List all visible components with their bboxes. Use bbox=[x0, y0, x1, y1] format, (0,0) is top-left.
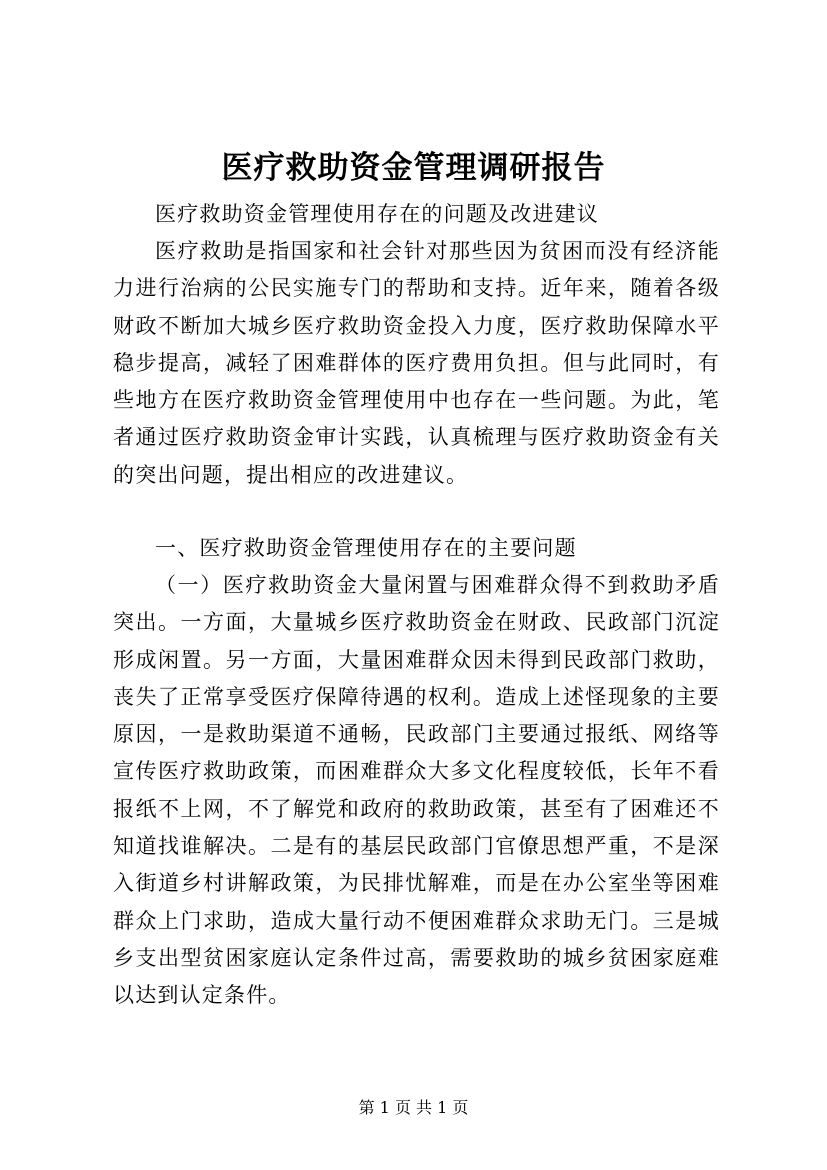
page-footer: 第 1 页 共 1 页 bbox=[358, 1098, 469, 1117]
document-title: 医疗救助资金管理调研报告 bbox=[221, 150, 606, 186]
document-subtitle: 医疗救助资金管理使用存在的问题及改进建议 bbox=[155, 202, 599, 226]
section-heading: 一、医疗救助资金管理使用存在的主要问题 bbox=[155, 536, 577, 560]
problem-item-1-paragraph: （一）医疗救助资金大量闲置与困难群众得不到救助矛盾突出。一方面，大量城乡医疗救助资金在财政、民政部门沉淀形成闲置。另一方面，大量困难群众因未得到民政部门救助，丧失了正常享受医疗保障待遇的权利。造成上述怪现象的主要原因，一是救助渠道不通畅，民政部门主要通过报纸、网络等宣传医疗救助政策，而困难群众大多文化程度较低，长年不看报纸不上网，不了解党和政府的救助政策，甚至有了困难还不知道找谁解决。二是有的基层民政部门官僚思想严重，不是深入街道乡村讲解政策，为民排忧解难，而是在办公室坐等困难群众上门求助，造成大量行动不便困难群众求助无门。三是城乡支出型贫困家庭认定条件过高，需要救助的城乡贫困家庭难以达到认定条件。 bbox=[113, 573, 720, 1008]
intro-paragraph: 医疗救助是指国家和社会针对那些因为贫困而没有经济能力进行治病的公民实施专门的帮助和支持。近年来，随着各级财政不断加大城乡医疗救助资金投入力度，医疗救助保障水平稳步提高，减轻了困难群体的医疗费用负担。但与此同时，有些地方在医疗救助资金管理使用中也存在一些问题。为此，笔者通过医疗救助资金审计实践，认真梳理与医疗救助资金有关的突出问题，提出相应的改进建议。 bbox=[113, 239, 720, 487]
